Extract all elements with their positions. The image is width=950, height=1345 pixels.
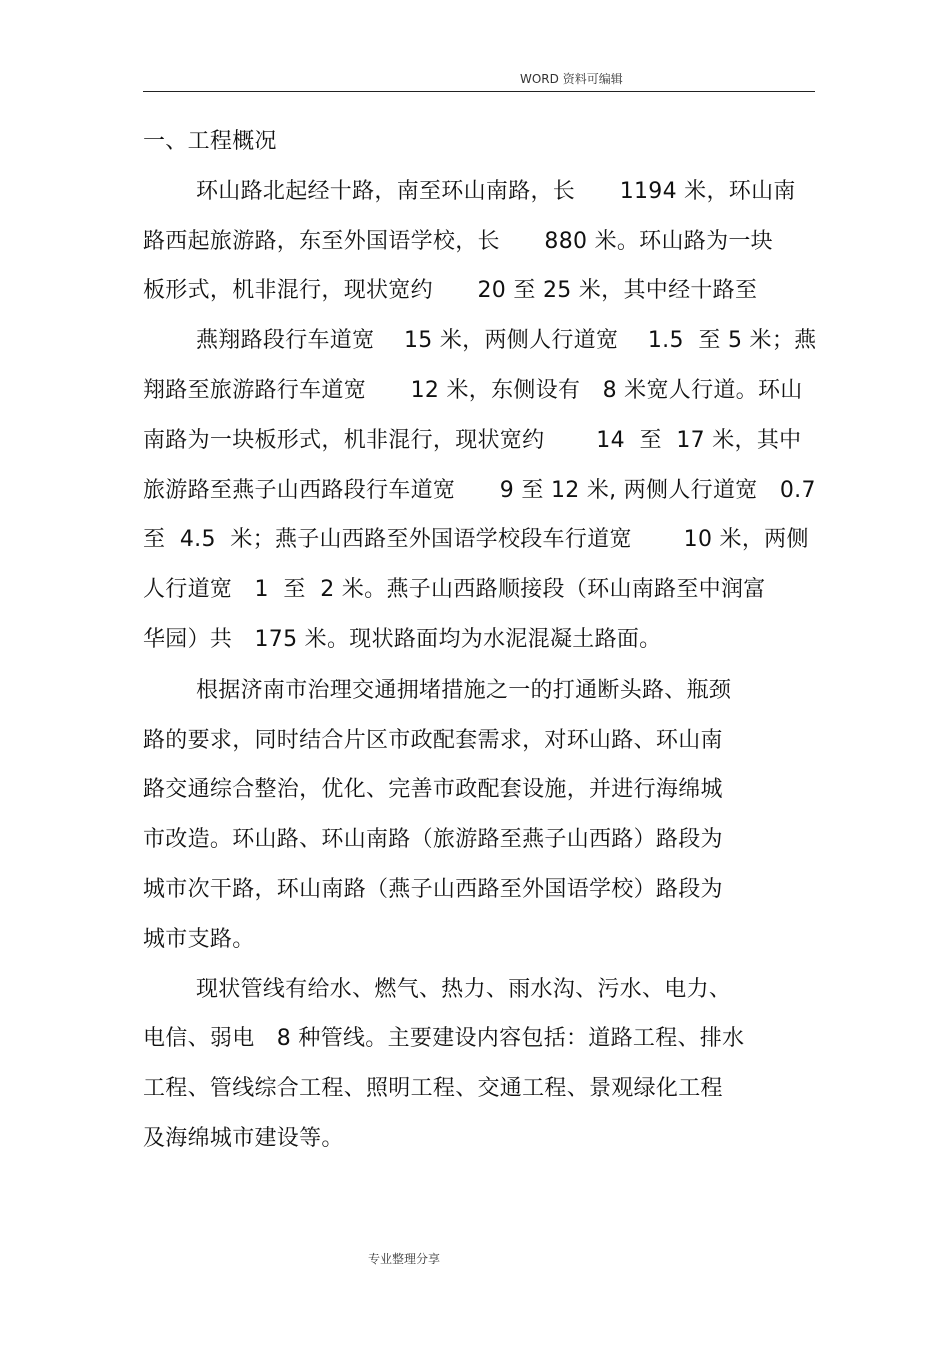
paragraph-line: 华园）共 175 米。现状路面均为水泥混凝土路面。 <box>143 627 662 652</box>
paragraph-line: 电信、弱电 8 种管线。主要建设内容包括：道路工程、排水 <box>143 1026 745 1051</box>
paragraph-line: 市改造。环山路、环山南路（旅游路至燕子山西路）路段为 <box>143 827 723 852</box>
page-header: WORD 资料可编辑 <box>520 72 623 86</box>
paragraph-line: 及海绵城市建设等。 <box>143 1126 344 1151</box>
paragraph-line: 城市次干路，环山南路（燕子山西路至外国语学校）路段为 <box>143 877 723 902</box>
paragraph-line: 燕翔路段行车道宽 15 米，两侧人行道宽 1.5 至 5 米；燕 <box>196 328 817 353</box>
paragraph-line: 根据济南市治理交通拥堵措施之一的打通断头路、瓶颈 <box>196 678 732 703</box>
paragraph-line: 路西起旅游路，东至外国语学校，长 880 米。环山路为一块 <box>143 229 773 254</box>
header-divider <box>143 91 815 92</box>
paragraph-line: 城市支路。 <box>143 927 255 952</box>
paragraph-line: 旅游路至燕子山西路段行车道宽 9 至 12 米, 两侧人行道宽 0.7 <box>143 478 816 503</box>
paragraph-line: 现状管线有给水、燃气、热力、雨水沟、污水、电力、 <box>196 977 732 1002</box>
paragraph-line: 人行道宽 1 至 2 米。燕子山西路顺接段（环山南路至中润富 <box>143 577 766 602</box>
paragraph-line: 南路为一块板形式，机非混行，现状宽约 14 至 17 米，其中 <box>143 428 802 453</box>
paragraph-line: 路交通综合整治，优化、完善市政配套设施，并进行海绵城 <box>143 777 723 802</box>
paragraph-line: 工程、管线综合工程、照明工程、交通工程、景观绿化工程 <box>143 1076 723 1101</box>
paragraph-line: 环山路北起经十路，南至环山南路，长 1194 米，环山南 <box>196 179 796 204</box>
paragraph-line: 至 4.5 米；燕子山西路至外国语学校段车行道宽 10 米，两侧 <box>143 527 809 552</box>
paragraph-line: 翔路至旅游路行车道宽 12 米，东侧设有 8 米宽人行道。环山 <box>143 378 803 403</box>
page-footer: 专业整理分享 <box>368 1252 441 1266</box>
paragraph-line: 路的要求，同时结合片区市政配套需求，对环山路、环山南 <box>143 728 723 753</box>
paragraph-line: 板形式，机非混行，现状宽约 20 至 25 米，其中经十路至 <box>143 278 758 303</box>
section-title: 一、工程概况 <box>143 129 277 154</box>
